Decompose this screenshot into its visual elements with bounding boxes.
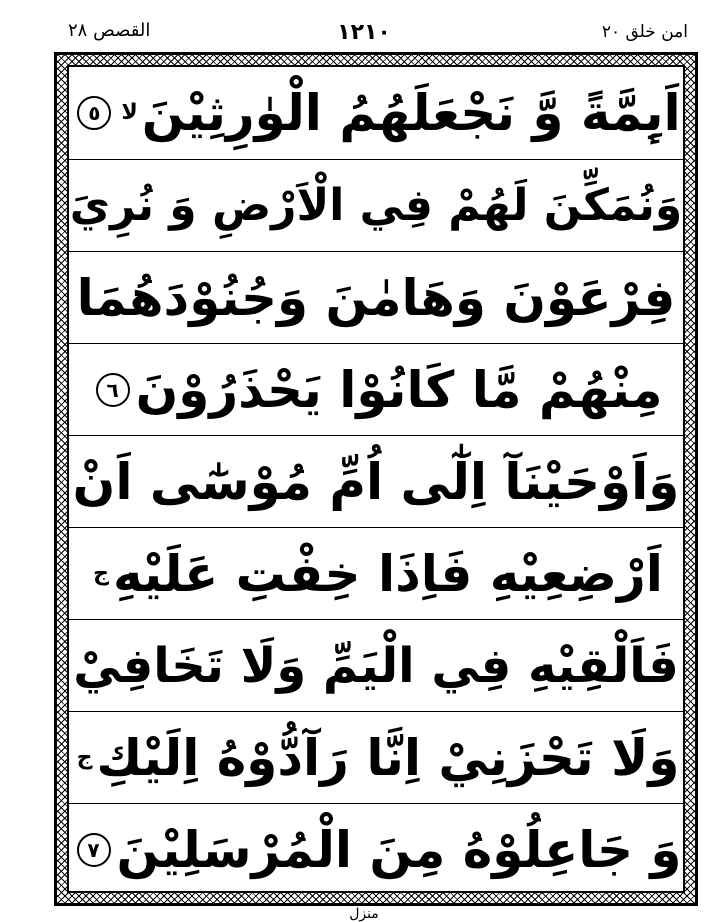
ayah-number-marker: ٧ [77,833,111,867]
verse-line [69,711,683,804]
verse-line [69,343,683,436]
verse-line [69,251,683,344]
ayah-number-marker: ٦ [96,373,130,407]
text-panel [67,65,685,893]
page-header [0,0,728,52]
verse-text: وَلَا تَحْزَنِيْ اِنَّا رَآدُّوْهُ اِلَيْكِ [96,729,680,787]
verse-line [69,619,683,712]
verse-text: وَنُمَكِّنَ لَهُمْ فِي الْاَرْضِ وَ نُرِيَ [69,180,683,231]
ayah-number-marker: ٥ [77,96,111,130]
verse-text: اَىِٕمَّةً وَّ نَجْعَلَهُمُ الْوٰرِثِيْنَ [141,84,681,142]
page-number: ١٢١٠ [337,20,391,45]
waqf-mark: ج [93,561,109,586]
verse-line [69,67,683,159]
waqf-mark: ج [76,745,93,770]
verse-text: وَاَوْحَيْنَآ اِلٰٓى اُمِّ مُوْسٰٓى اَنْ [72,453,680,511]
page-footer: منزل [349,906,379,922]
verse-text: مِنْهُمْ مَّا كَانُوْا يَحْذَرُوْنَ [135,361,663,419]
para-title: امن خلق ٢٠ [601,22,688,42]
verse-line [69,159,683,252]
waqf-mark: لا [121,100,138,125]
verse-line [69,527,683,620]
verse-text: اَرْضِعِيْهِ فَاِذَا خِفْتِ عَلَيْهِ [112,545,663,603]
verse-text: فِرْعَوْنَ وَهَامٰنَ وَجُنُوْدَهُمَا [76,269,676,327]
verse-line [69,803,683,896]
verse-line [69,435,683,528]
ornamental-border [54,52,698,906]
verse-text: فَاَلْقِيْهِ فِي الْيَمِّ وَلَا تَخَافِيْ [73,638,679,694]
verse-text: وَ جَاعِلُوْهُ مِنَ الْمُرْسَلِيْنَ [116,821,682,879]
surah-title: القصص ٢٨ [68,20,151,41]
